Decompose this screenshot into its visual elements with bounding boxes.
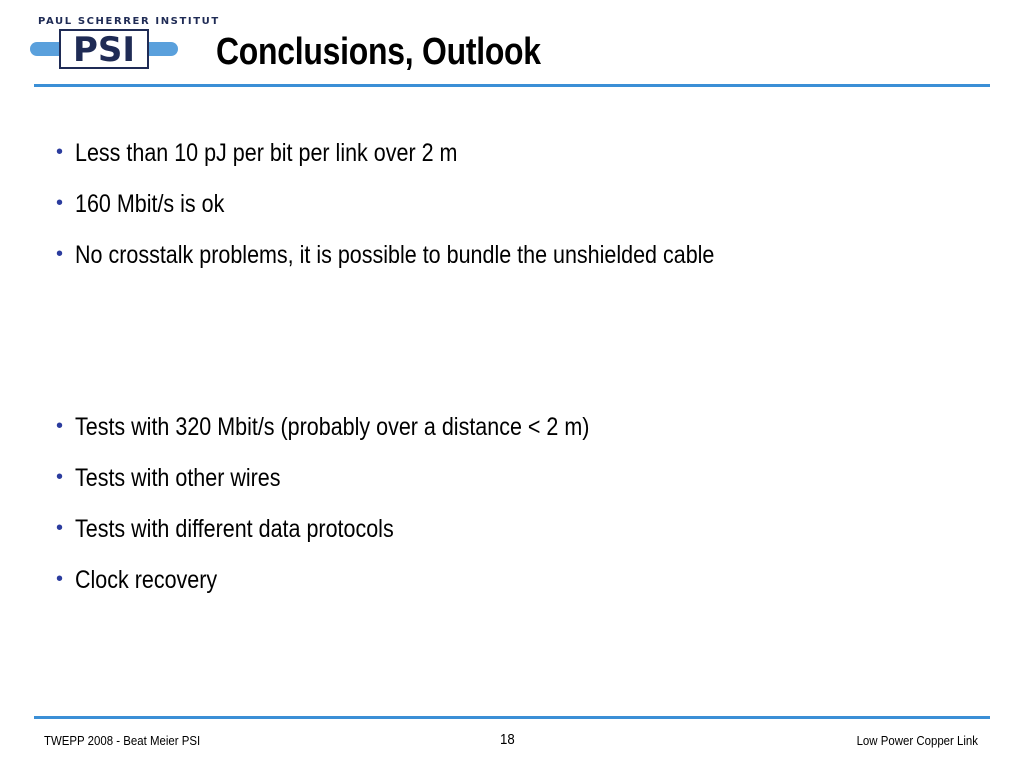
bullet-text: 160 Mbit/s is ok xyxy=(75,190,225,218)
bullet-icon: • xyxy=(56,568,64,590)
psi-logo xyxy=(30,14,220,74)
bullet-text: Less than 10 pJ per bit per link over 2 m xyxy=(75,139,458,167)
bullet-icon: • xyxy=(56,141,64,163)
bullet-text: Tests with other wires xyxy=(75,464,281,492)
slide-title: Conclusions, Outlook xyxy=(216,31,541,73)
bullet-icon: • xyxy=(56,415,64,437)
footer-author: TWEPP 2008 - Beat Meier PSI xyxy=(44,733,201,748)
header-divider xyxy=(34,84,990,87)
bullet-icon: • xyxy=(56,517,64,539)
bullet-text: Tests with different data protocols xyxy=(75,515,394,543)
page-number: 18 xyxy=(500,731,515,748)
bullet-text: Tests with 320 Mbit/s (probably over a distance < 2 m) xyxy=(75,413,590,441)
psi-logo-graphic xyxy=(30,28,180,72)
institute-name: PAUL SCHERRER INSTITUT xyxy=(38,16,220,27)
footer-topic: Low Power Copper Link xyxy=(856,733,978,748)
bullet-icon: • xyxy=(56,192,64,214)
bullet-text: Clock recovery xyxy=(75,566,218,594)
bullet-icon: • xyxy=(56,243,64,265)
footer-divider xyxy=(34,716,990,719)
bullet-icon: • xyxy=(56,466,64,488)
logo-text: PSI xyxy=(72,30,136,70)
bullet-text: No crosstalk problems, it is possible to bundle the unshielded cable xyxy=(75,241,715,269)
